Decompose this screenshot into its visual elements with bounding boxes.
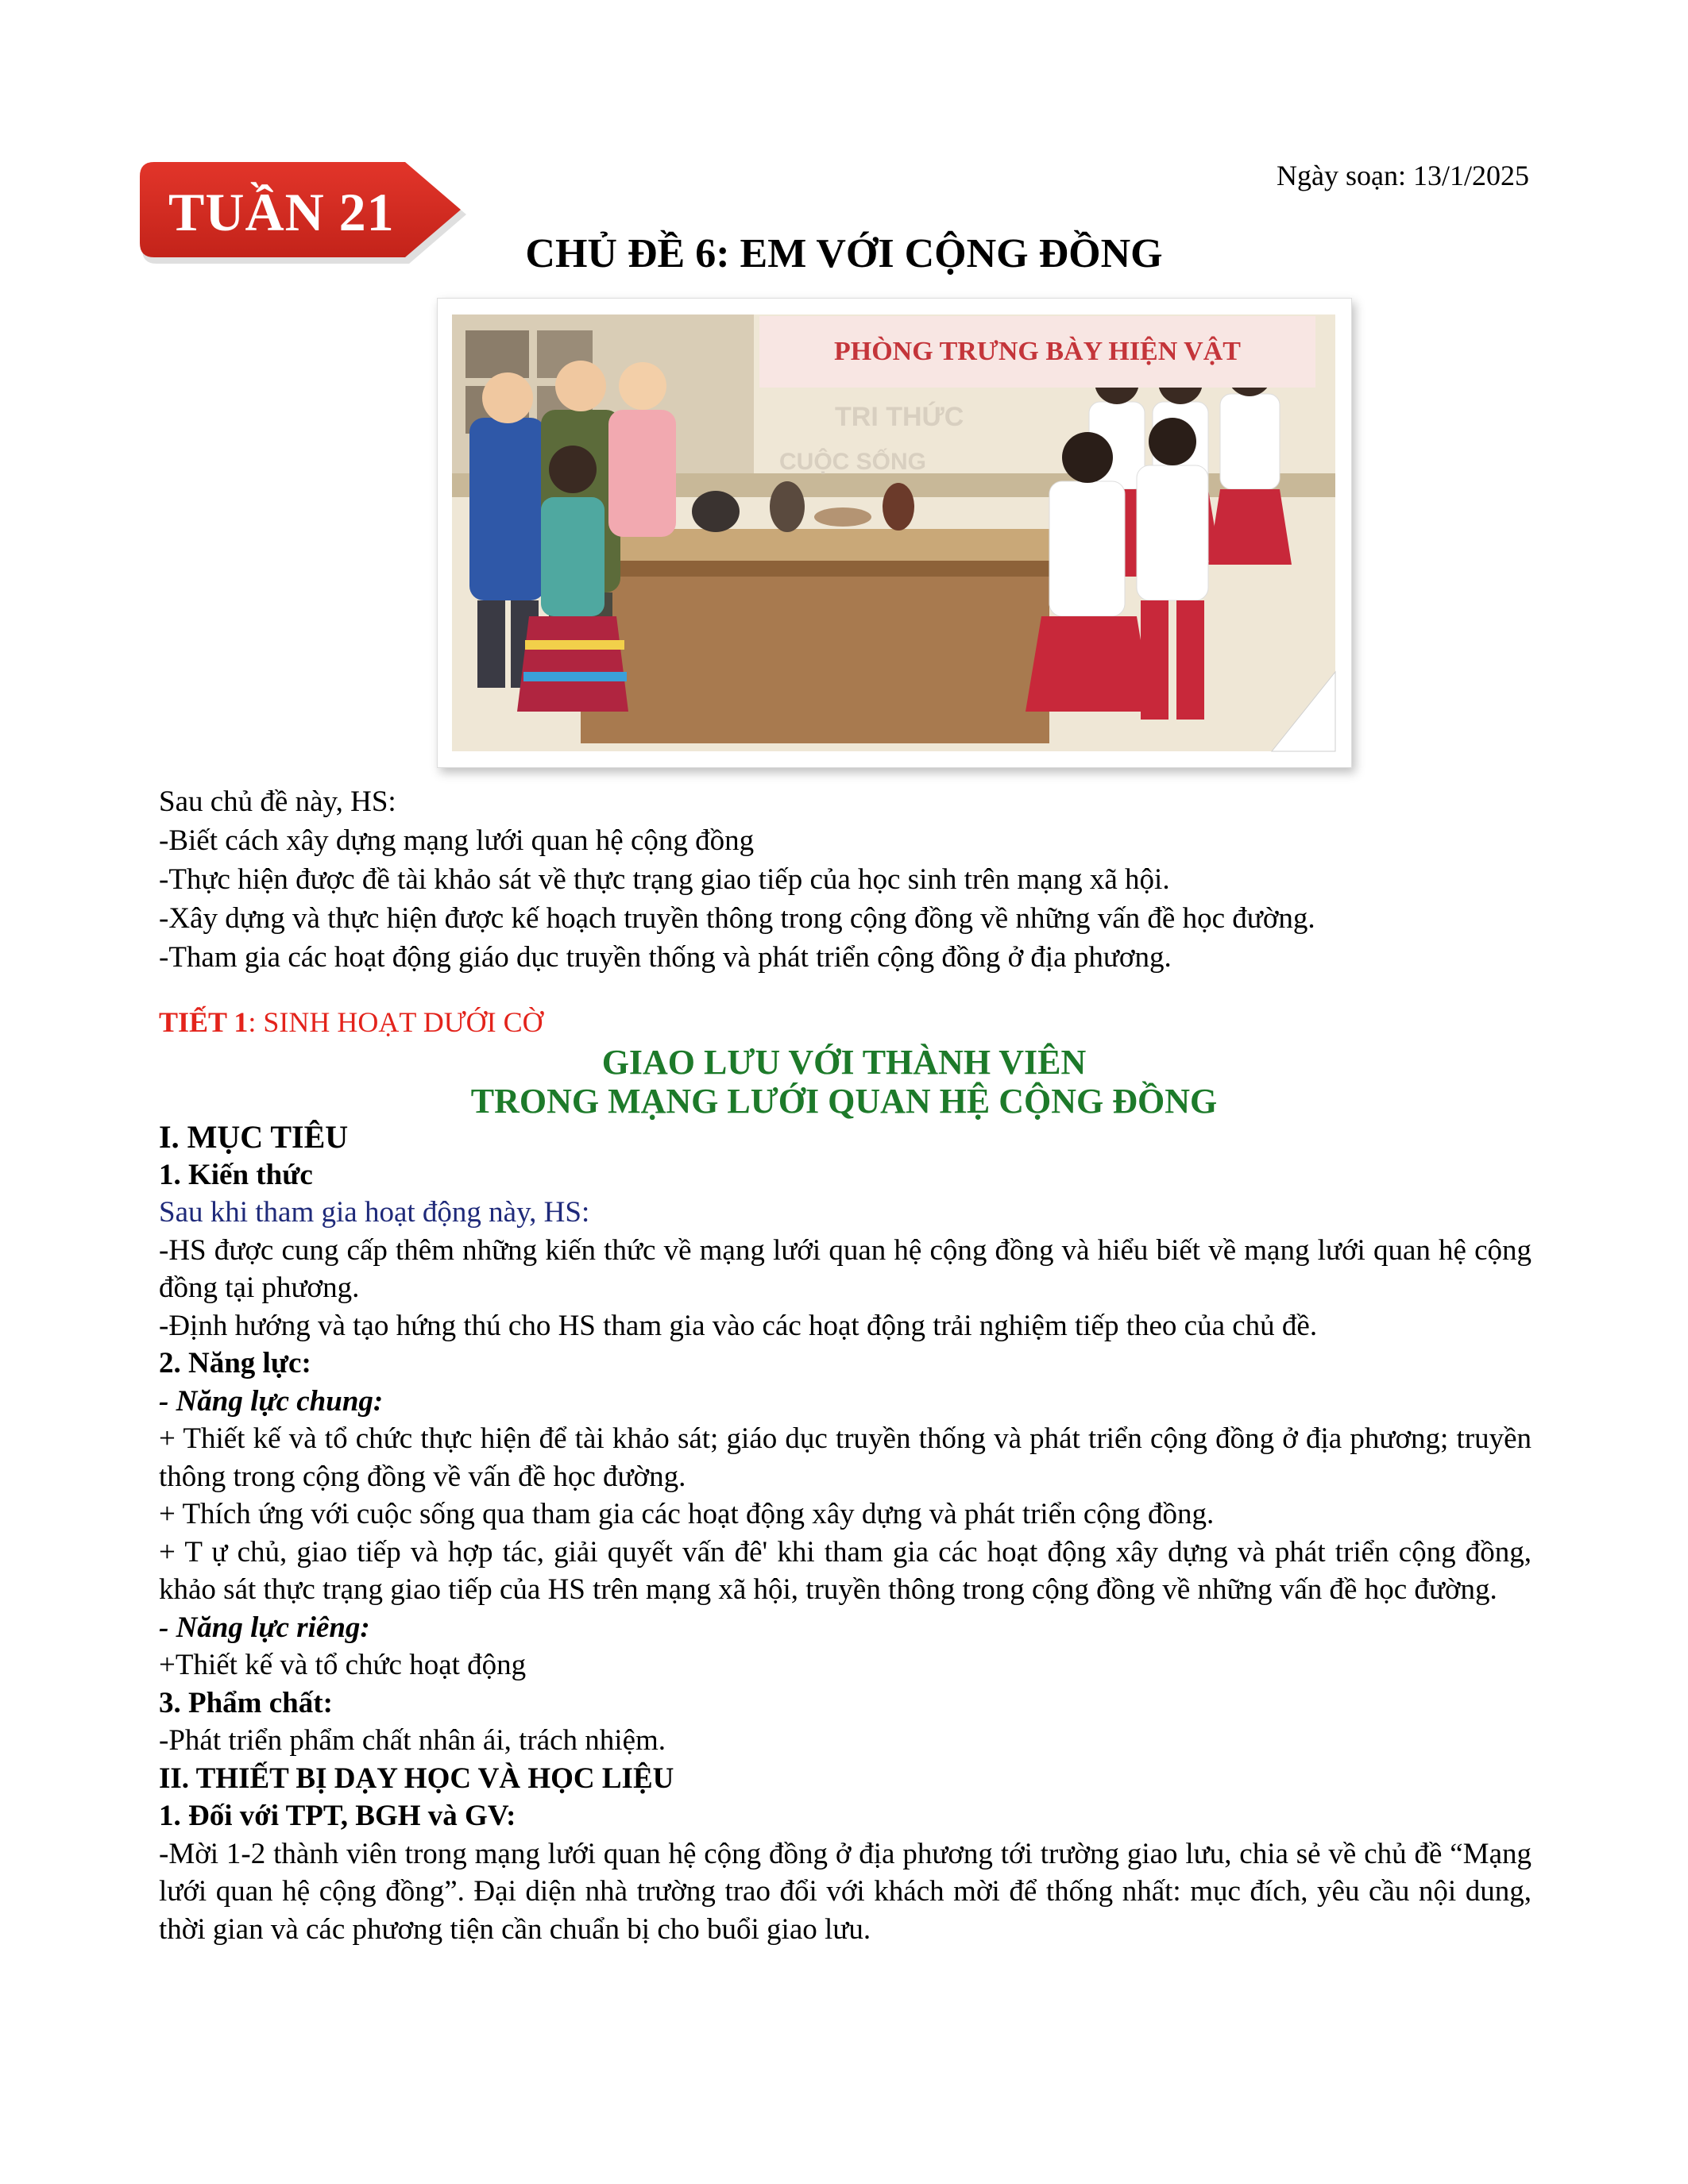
intro-block bbox=[159, 782, 1529, 977]
specific-ability-heading: - Năng lực riêng: bbox=[159, 1611, 370, 1644]
general-ability-item: + Thiết kế và tổ chức thực hiện để tài khảo sát; giáo dục truyền thống và phát triển cộng đồng ở địa phương; truyền thông trong cộng đồng về vấn đề học đường. bbox=[159, 1422, 1532, 1493]
equipment-item: -Mời 1-2 thành viên trong mạng lưới quan hệ cộng đồng ở địa phương tới trường giao lưu, chia sẻ về chủ đề “Mạng lưới quan hệ cộng đồng”. Đại diện nhà trường trao đổi với khách mời để thống nhất: mục đích, yêu cầu nội dung, thời gian và các phương tiện cần chuẩn bị cho buổi giao lưu. bbox=[159, 1837, 1532, 1946]
intro-item: -Biết cách xây dựng mạng lưới quan hệ cộng đồng bbox=[159, 824, 755, 857]
intro-item: -Thực hiện được đề tài khảo sát về thực trạng giao tiếp của học sinh trên mạng xã hội. bbox=[159, 863, 1170, 896]
knowledge-item: -HS được cung cấp thêm những kiến thức về mạng lưới quan hệ cộng đồng và hiểu biết về mạng lưới quan hệ cộng đồng tại phương. bbox=[159, 1233, 1532, 1304]
equipment-sub-heading: 1. Đối với TPT, BGH và GV: bbox=[159, 1800, 516, 1832]
knowledge-item: -Định hướng và tạo hứng thú cho HS tham gia vào các hoạt động trải nghiệm tiếp theo của chủ đề. bbox=[159, 1309, 1318, 1342]
main-content bbox=[159, 1118, 1532, 1948]
wall-text-1: TRI THỨC bbox=[835, 402, 964, 432]
date-prepared: Ngày soạn: 13/1/2025 bbox=[1277, 160, 1529, 191]
lesson-title-line-2: TRONG MẠNG LƯỚI QUAN HỆ CỘNG ĐỒNG bbox=[470, 1082, 1218, 1121]
general-ability-item: + Thích ứng với cuộc sống qua tham gia các hoạt động xây dựng và phát triển cộng đồng. bbox=[159, 1498, 1215, 1530]
lesson-tag bbox=[159, 1005, 543, 1039]
illustration-card bbox=[437, 298, 1352, 768]
page-title: CHỦ ĐỀ 6: EM VỚI CỘNG ĐỒNG bbox=[525, 231, 1163, 276]
general-ability-heading: - Năng lực chung: bbox=[159, 1384, 384, 1418]
quality-heading: 3. Phẩm chất: bbox=[159, 1686, 333, 1719]
intro-item: -Tham gia các hoạt động giáo dục truyền thống và phát triển cộng đồng ở địa phương. bbox=[159, 941, 1172, 974]
intro-lead: Sau chủ đề này, HS: bbox=[159, 785, 396, 818]
knowledge-lead: Sau khi tham gia hoạt động này, HS: bbox=[159, 1196, 590, 1229]
illustration bbox=[429, 298, 1366, 782]
ability-heading: 2. Năng lực: bbox=[159, 1347, 311, 1379]
illustration-banner: PHÒNG TRƯNG BÀY HIỆN VẬT bbox=[759, 316, 1315, 388]
lesson-tag-bold: TIẾT 1 bbox=[159, 1006, 249, 1038]
quality-item: -Phát triển phẩm chất nhân ái, trách nhiệm. bbox=[159, 1724, 666, 1757]
intro-item: -Xây dựng và thực hiện được kế hoạch truyền thông trong cộng đồng về những vấn đề học đường. bbox=[159, 902, 1315, 935]
section-heading-objectives: I. MỤC TIÊU bbox=[159, 1119, 349, 1155]
section-heading-equipment: II. THIẾT BỊ DẠY HỌC VÀ HỌC LIỆU bbox=[159, 1761, 674, 1795]
lesson-title-line-1: GIAO LƯU VỚI THÀNH VIÊN bbox=[601, 1043, 1087, 1082]
knowledge-heading: 1. Kiến thức bbox=[159, 1158, 313, 1191]
specific-ability-item: +Thiết kế và tổ chức hoạt động bbox=[159, 1649, 527, 1681]
badge-label: TUẦN 21 bbox=[168, 182, 395, 242]
wall-text-2: CUỘC SỐNG bbox=[779, 449, 927, 475]
general-ability-item: + T ự chủ, giao tiếp và hợp tác, giải quyết vấn đê' khi tham gia các hoạt động xây dựng và phát triển cộng đồng, khảo sát thực trạng giao tiếp của HS trên mạng xã hội, truyền thông trong cộng đồng về những vấn đề học đường. bbox=[159, 1535, 1532, 1606]
lesson-tag-rest: : SINH HOẠT DƯỚI CỜ bbox=[248, 1006, 543, 1038]
